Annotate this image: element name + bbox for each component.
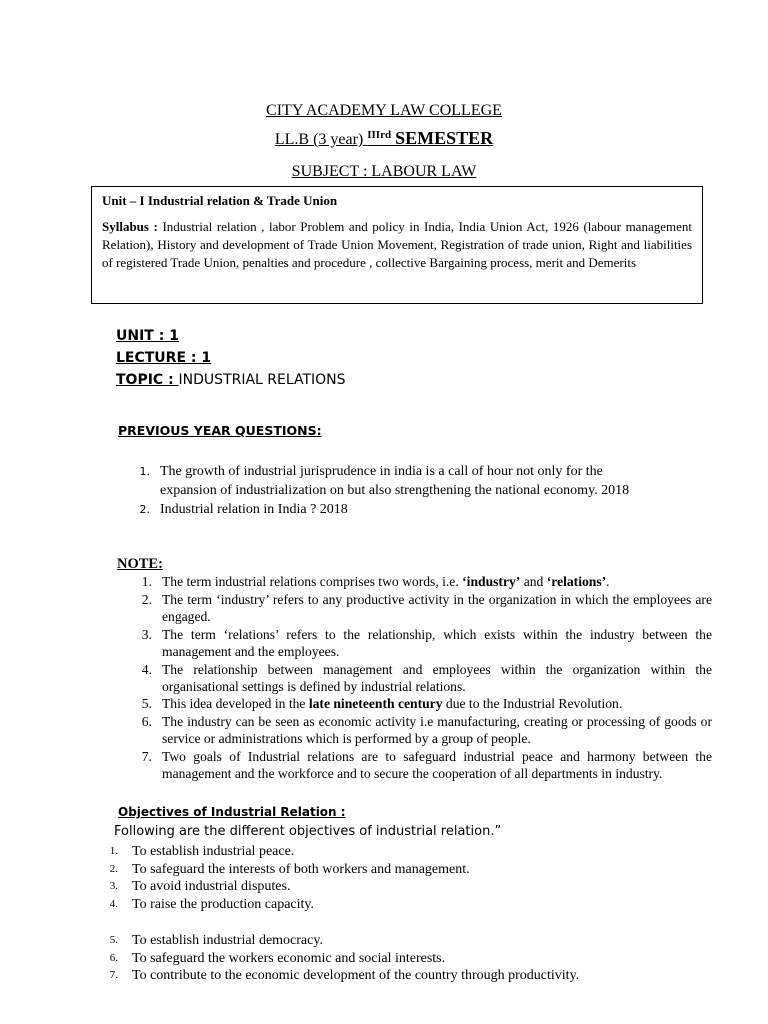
item-text: The industry can be seen as economic activity i.e manufacturing, creating or processing of goods or service or administrations which is performed by a group of people. (162, 714, 712, 747)
item-number: 3. (109, 880, 118, 893)
course-line (0, 128, 768, 149)
item-text: To safeguard the workers economic and social interests. (132, 950, 446, 966)
list-item (138, 695, 712, 712)
lecture-number: LECTURE : 1 (116, 350, 212, 366)
item-text: To avoid industrial disputes. (132, 879, 291, 895)
lecture-block (116, 325, 346, 391)
list-item (104, 843, 704, 861)
item-text: The growth of industrial jurisprudence in india is a call of hour not only for the expansion of industrialization on but also strengthening the national economy. 2018 (160, 464, 630, 498)
course-semester-number: IIIrd (367, 129, 392, 141)
unit-number: UNIT : 1 (116, 328, 179, 344)
item-text: To raise the production capacity. (132, 896, 314, 912)
list-item (138, 462, 658, 500)
list-item (138, 573, 712, 590)
objectives-heading: Objectives of Industrial Relation : (118, 805, 346, 819)
course-prefix: LL.B (3 year) (274, 131, 364, 148)
list-item (138, 626, 712, 660)
list-item (104, 967, 704, 985)
item-number: 5. (141, 696, 152, 712)
list-item (138, 748, 712, 782)
unit-syllabus-box (91, 186, 703, 304)
list-item (104, 896, 704, 914)
item-text: To establish industrial peace. (132, 844, 295, 859)
course-semester-label: SEMESTER (395, 128, 494, 148)
item-text: The term ‘industry’ refers to any productive activity in the organization in which the employees are engaged. (162, 591, 712, 624)
note-heading: NOTE: (117, 556, 163, 572)
item-text: The term industrial relations comprises two words, i.e. ‘industry’ and ‘relations’. (162, 574, 610, 589)
item-number: 4. (141, 661, 152, 677)
list-item (104, 861, 704, 879)
syllabus-label: Syllabus : (102, 219, 158, 234)
list-item (138, 713, 712, 747)
item-number: 2. (109, 862, 118, 875)
item-number: 7. (109, 969, 118, 982)
previous-year-questions (138, 462, 658, 519)
item-text: Two goals of Industrial relations are to safeguard industrial peace and harmony between the management and the workforce and to secure the cooperation of all departments in industry. (162, 749, 712, 782)
objectives-list-1 (104, 843, 704, 913)
college-name: CITY ACADEMY LAW COLLEGE (266, 102, 502, 119)
objectives-intro: Following are the different objectives of industrial relation.” (114, 824, 502, 839)
list-item (104, 932, 704, 950)
syllabus-paragraph (102, 218, 692, 272)
objectives-list-2 (104, 932, 704, 985)
topic-value: INDUSTRIAL RELATIONS (178, 372, 346, 388)
item-text: To contribute to the economic development of the country through productivity. (132, 968, 580, 984)
item-text: Industrial relation in India ? 2018 (160, 502, 348, 517)
topic-line (116, 369, 346, 391)
syllabus-text: Industrial relation , labor Problem and policy in India, India Union Act, 1926 (labour management Relation), History and development of Trade Union Movement, Registration of trade union, Right and liabilities of registered Trade Union, penalties and procedure , collective Bargaining process, merit and Demerits (102, 219, 692, 270)
item-text: The relationship between management and employees within the organization within the organisational settings is defined by industrial relations. (162, 661, 712, 694)
unit-title: Unit – I Industrial relation & Trade Union (102, 193, 338, 208)
list-item (138, 500, 658, 519)
list-item (104, 950, 704, 968)
item-number: 7. (141, 749, 152, 765)
list-item (104, 878, 704, 896)
item-number: 1. (109, 845, 118, 857)
item-number: 6. (109, 951, 118, 964)
item-number: 2. (139, 503, 150, 516)
item-text: The term ‘relations’ refers to the relationship, which exists within the industry between the management and the employees. (162, 626, 712, 659)
list-item (138, 591, 712, 625)
item-text: To safeguard the interests of both workers and management. (132, 861, 470, 877)
item-number: 2. (141, 591, 152, 607)
item-number: 4. (109, 897, 118, 910)
item-number: 1. (139, 465, 150, 478)
item-number: 3. (141, 626, 152, 642)
topic-label: TOPIC : (116, 372, 179, 388)
item-text: To establish industrial democracy. (132, 933, 323, 948)
item-number: 1. (141, 574, 152, 589)
note-list (138, 573, 712, 783)
item-number: 5. (109, 934, 118, 946)
item-number: 6. (141, 714, 152, 730)
item-text: This idea developed in the late nineteenth century due to the Industrial Revolution. (162, 696, 623, 712)
subject-title: SUBJECT : LABOUR LAW (291, 163, 477, 180)
previous-year-heading: PREVIOUS YEAR QUESTIONS: (118, 423, 322, 438)
list-item (138, 661, 712, 695)
